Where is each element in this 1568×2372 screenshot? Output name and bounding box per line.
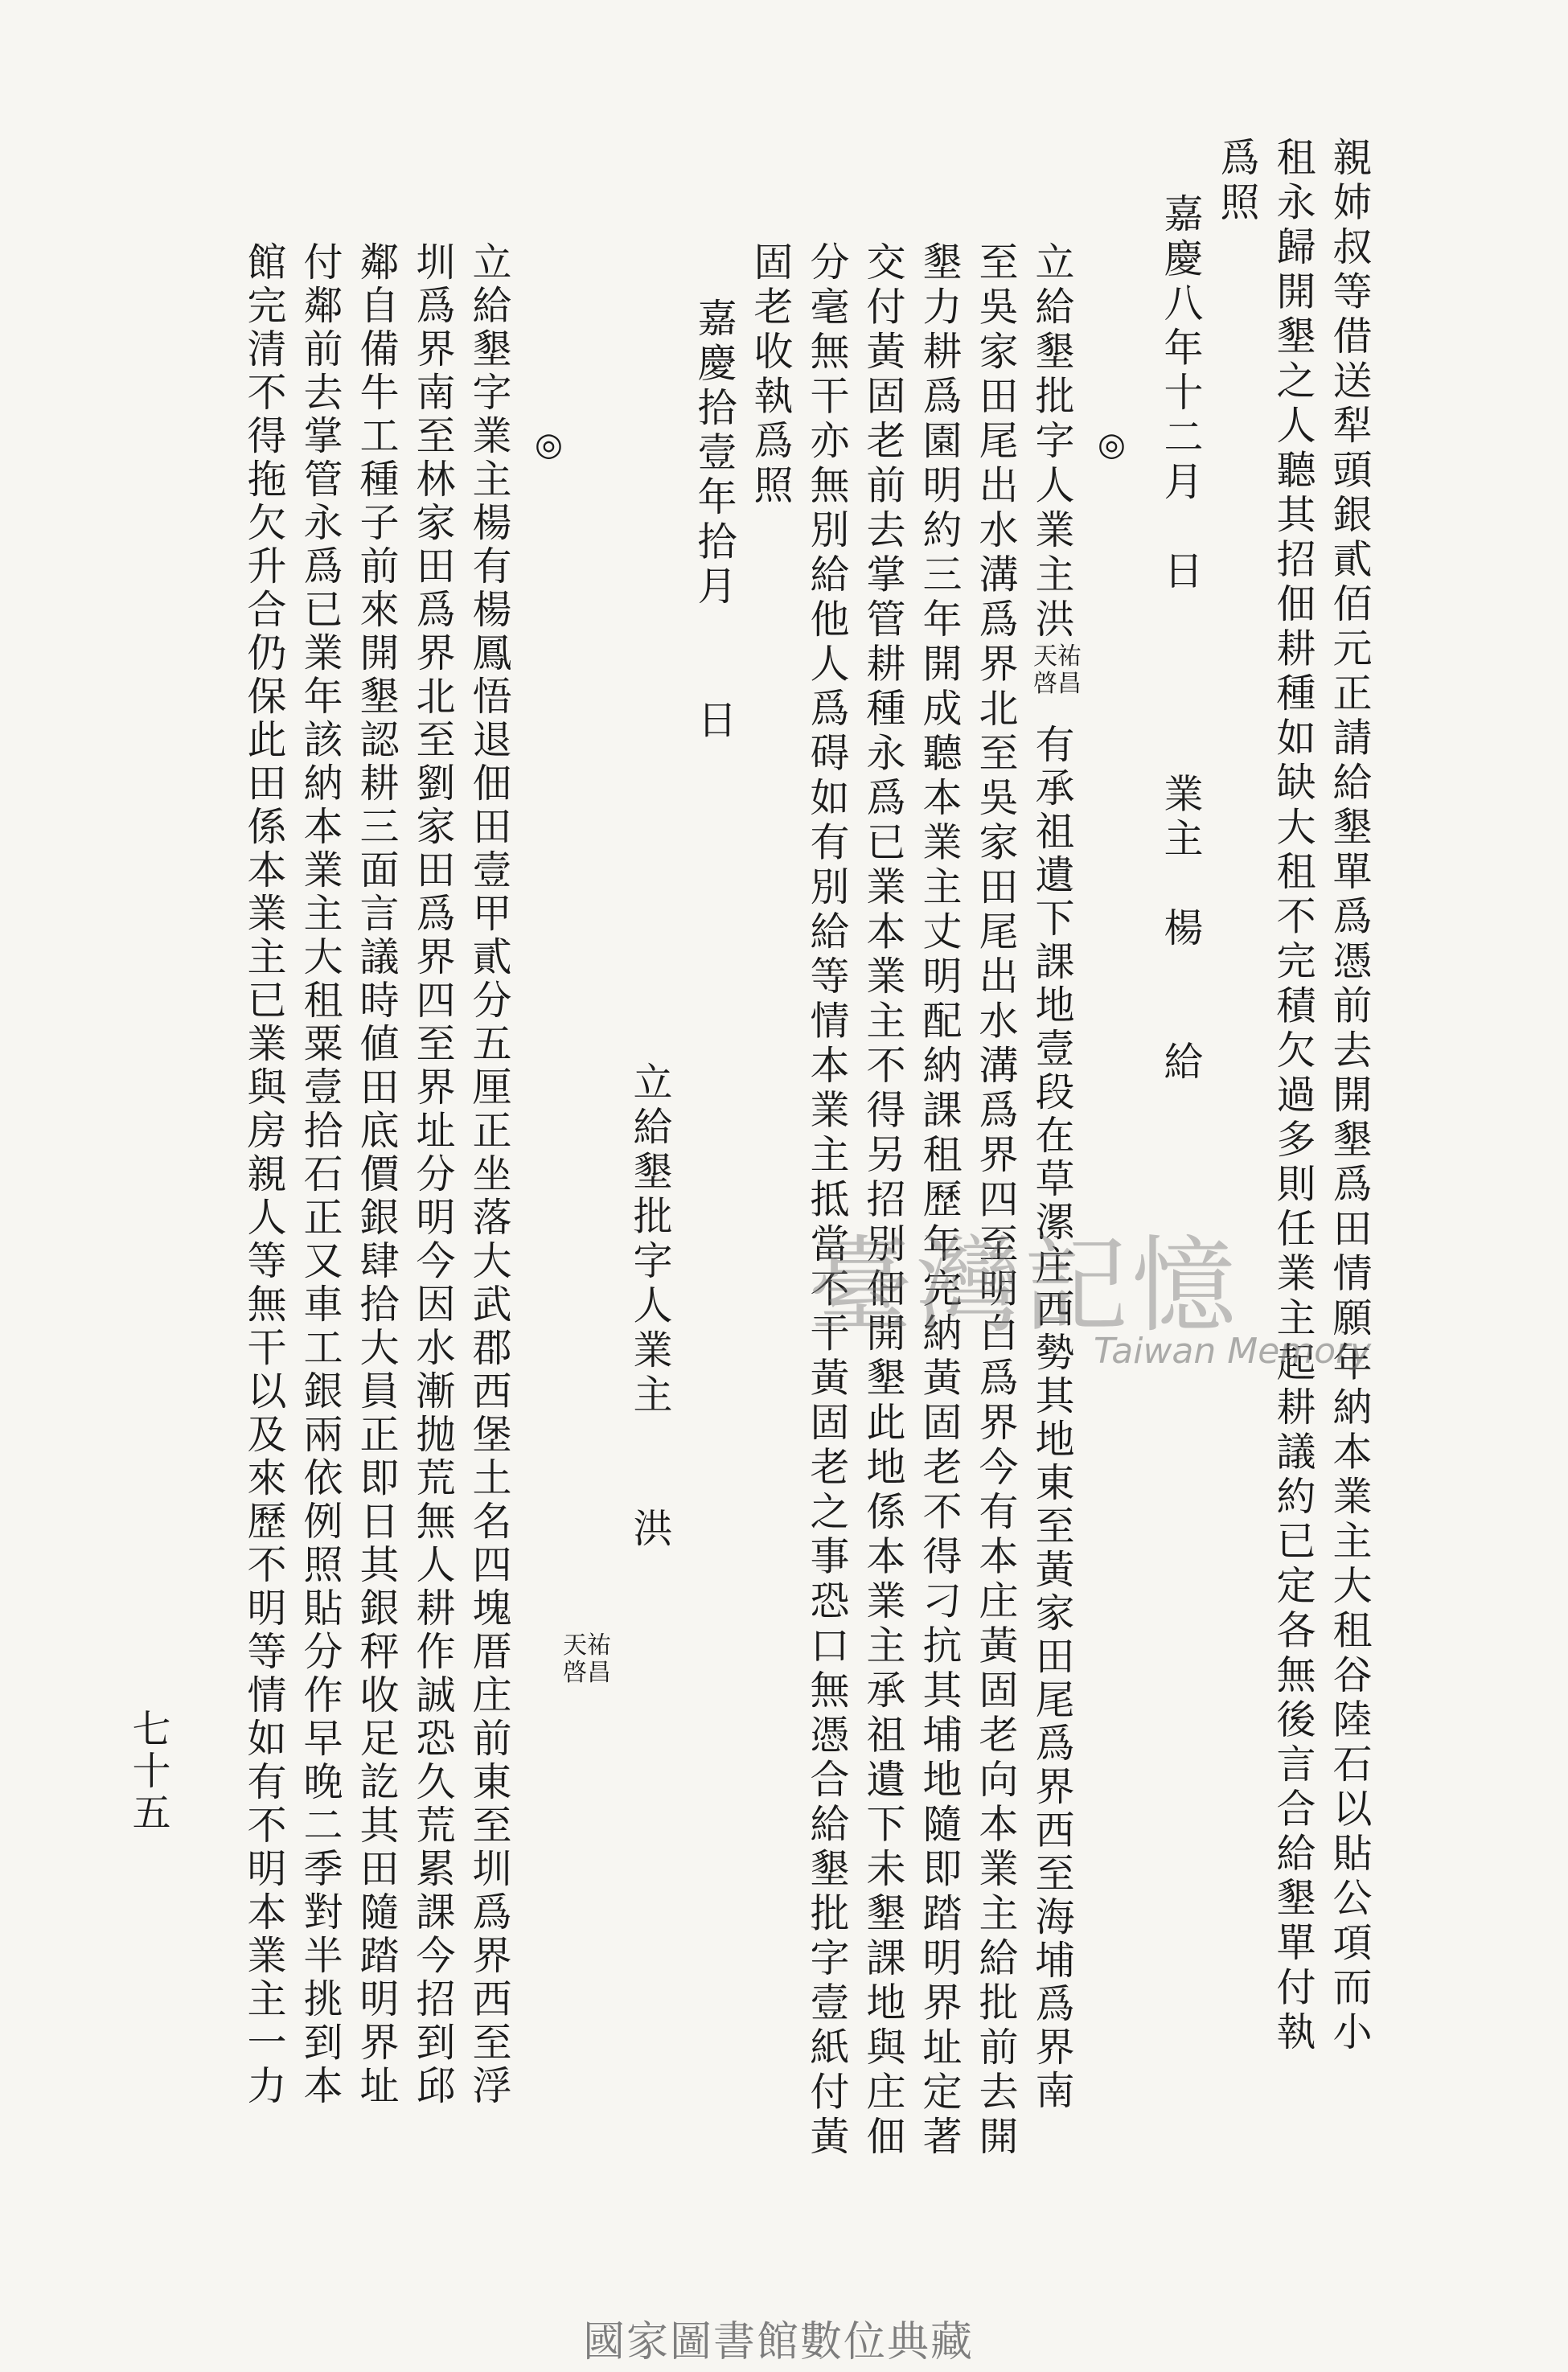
grant-issuer-line-1: 立給墾批字人業主洪 (1029, 241, 1075, 643)
annotation-2-text: 天祐 (563, 1631, 611, 1660)
text-column-4: 有承祖遺下課地壹段在草漯庄西勢其地東至黃家田尾爲界西至海埔爲界南 (1029, 724, 1075, 2113)
text-column-14: 館完清不得拖欠升合仍保此田係本業主已業與房親人等無干以及來歷不明等情如有不明本業主一力 (241, 241, 287, 2108)
text-column-3: 爲照 (1214, 137, 1260, 226)
text-column-9: 固老收執爲照 (748, 241, 794, 509)
text-column-8: 分毫無干亦無別給他人爲碍如有別給等情本業主抵當不干黃固老之事恐口無憑合給墾批字壹紙付黃 (804, 241, 850, 2161)
small-annotation-2 (563, 1632, 659, 1687)
grant-issuer-line-2: 立給墾批字人業主 洪 (627, 1061, 673, 1553)
text-column-5: 至吳家田尾出水溝爲界北至吳家田尾出水溝爲界四至明白爲界今有本庄黃固老向本業主給批前去開 (973, 241, 1019, 2161)
date-line-1: 嘉慶八年十二月 日 業主 楊 給 (1158, 193, 1204, 1085)
annotation-1-text: 天祐 (1033, 642, 1082, 671)
text-column-7: 交付黃固老前去掌管耕種永爲已業本業主不得另招別佃開墾此地係本業主承祖遺下未墾課地與庄佃 (860, 241, 906, 2161)
text-column-10: 立給墾字業主楊有楊鳳悟退佃田壹甲貳分五厘正坐落大武郡西堡土名四塊厝庄前東至圳爲界西至浮 (466, 241, 512, 2108)
text-column-2: 租永歸開墾之人聽其招佃耕種如缺大租不完積欠過多則任業主起耕議約已定各無後言合給墾單付執 (1270, 137, 1316, 2056)
date-line-2: 嘉慶拾壹年拾月 日 (692, 298, 737, 744)
annotation-2-tail: 啓昌 (563, 1659, 611, 1687)
circle-mark-2: ◎ (535, 426, 563, 463)
annotation-1-tail: 啓昌 (1033, 670, 1082, 698)
small-annotation-1 (1033, 643, 1090, 698)
text-column-12: 鄰自備牛工種子前來開墾認耕三面言議時値田底價銀肆拾大員正即日其銀秤收足訖其田隨踏明界址 (354, 241, 400, 2108)
watermark-logo-en: Taiwan Memory (1094, 1331, 1372, 1372)
circle-mark: ◎ (1098, 426, 1126, 463)
watermark-logo: 臺灣記憶 (808, 1225, 1240, 1347)
text-column-13: 付鄰前去掌管永爲已業年該納本業主大租粟壹拾石正又車工銀兩依例照貼分作早晚二季對半挑到本 (298, 241, 343, 2108)
footer-credit: 國家圖書館數位典藏 (583, 2318, 975, 2366)
page-number: 七十五 (125, 1709, 170, 1834)
text-column-1: 親姉叔等借送犁頭銀貳佰元正請給墾單爲憑前去開墾爲田情願年納本業主大租谷陸石以貼公項而小 (1327, 137, 1373, 2056)
text-column-6: 墾力耕爲園明約三年開成聽本業主丈明配納課租歷年完納黃固老不得刁抗其埔地隨即踏明界址定著 (917, 241, 963, 2161)
text-column-11: 圳爲界南至林家田爲界北至劉家田爲界四至界址分明今因水漸抛荒無人耕作誠恐久荒累課今招到邱 (410, 241, 456, 2108)
